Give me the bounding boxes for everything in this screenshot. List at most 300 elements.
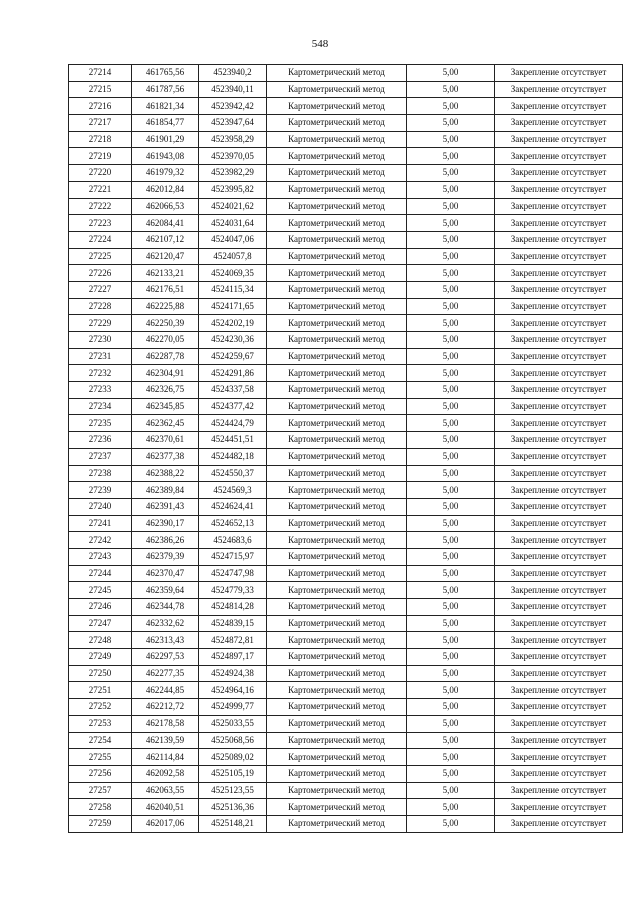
point-number-cell: 27222 [69, 198, 132, 215]
x-coordinate-cell: 462344,78 [132, 599, 199, 616]
point-number-cell: 27245 [69, 582, 132, 599]
accuracy-cell: 5,00 [407, 765, 495, 782]
point-number-cell: 27242 [69, 532, 132, 549]
point-number-cell: 27246 [69, 599, 132, 616]
method-cell: Картометрический метод [267, 682, 407, 699]
method-cell: Картометрический метод [267, 248, 407, 265]
method-cell: Картометрический метод [267, 665, 407, 682]
fixation-cell: Закрепление отсутствует [495, 382, 623, 399]
method-cell: Картометрический метод [267, 615, 407, 632]
accuracy-cell: 5,00 [407, 382, 495, 399]
table-row [69, 765, 623, 782]
accuracy-cell: 5,00 [407, 632, 495, 649]
point-number-cell: 27259 [69, 815, 132, 832]
method-cell: Картометрический метод [267, 131, 407, 148]
fixation-cell: Закрепление отсутствует [495, 365, 623, 382]
x-coordinate-cell: 462114,84 [132, 749, 199, 766]
table-row [69, 565, 623, 582]
accuracy-cell: 5,00 [407, 348, 495, 365]
table-row [69, 148, 623, 165]
y-coordinate-cell: 4524057,8 [199, 248, 267, 265]
fixation-cell: Закрепление отсутствует [495, 548, 623, 565]
point-number-cell: 27256 [69, 765, 132, 782]
x-coordinate-cell: 462390,17 [132, 515, 199, 532]
table-row [69, 281, 623, 298]
point-number-cell: 27250 [69, 665, 132, 682]
table-row [69, 398, 623, 415]
method-cell: Картометрический метод [267, 81, 407, 98]
method-cell: Картометрический метод [267, 732, 407, 749]
fixation-cell: Закрепление отсутствует [495, 649, 623, 666]
y-coordinate-cell: 4524839,15 [199, 615, 267, 632]
point-number-cell: 27239 [69, 482, 132, 499]
x-coordinate-cell: 461979,32 [132, 165, 199, 182]
x-coordinate-cell: 462377,38 [132, 448, 199, 465]
x-coordinate-cell: 462225,88 [132, 298, 199, 315]
x-coordinate-cell: 461901,29 [132, 131, 199, 148]
table-row [69, 465, 623, 482]
method-cell: Картометрический метод [267, 565, 407, 582]
table-row [69, 482, 623, 499]
fixation-cell: Закрепление отсутствует [495, 715, 623, 732]
point-number-cell: 27226 [69, 265, 132, 282]
x-coordinate-cell: 462120,47 [132, 248, 199, 265]
point-number-cell: 27220 [69, 165, 132, 182]
fixation-cell: Закрепление отсутствует [495, 298, 623, 315]
point-number-cell: 27240 [69, 498, 132, 515]
accuracy-cell: 5,00 [407, 532, 495, 549]
fixation-cell: Закрепление отсутствует [495, 815, 623, 832]
accuracy-cell: 5,00 [407, 198, 495, 215]
method-cell: Картометрический метод [267, 515, 407, 532]
fixation-cell: Закрепление отсутствует [495, 215, 623, 232]
x-coordinate-cell: 462212,72 [132, 699, 199, 716]
accuracy-cell: 5,00 [407, 98, 495, 115]
y-coordinate-cell: 4525136,36 [199, 799, 267, 816]
fixation-cell: Закрепление отсутствует [495, 515, 623, 532]
point-number-cell: 27255 [69, 749, 132, 766]
method-cell: Картометрический метод [267, 365, 407, 382]
method-cell: Картометрический метод [267, 765, 407, 782]
table-row [69, 532, 623, 549]
point-number-cell: 27235 [69, 415, 132, 432]
point-number-cell: 27218 [69, 131, 132, 148]
accuracy-cell: 5,00 [407, 332, 495, 349]
x-coordinate-cell: 462017,06 [132, 815, 199, 832]
y-coordinate-cell: 4523958,29 [199, 131, 267, 148]
method-cell: Картометрический метод [267, 815, 407, 832]
point-number-cell: 27215 [69, 81, 132, 98]
accuracy-cell: 5,00 [407, 131, 495, 148]
point-number-cell: 27248 [69, 632, 132, 649]
accuracy-cell: 5,00 [407, 398, 495, 415]
y-coordinate-cell: 4524924,38 [199, 665, 267, 682]
fixation-cell: Закрепление отсутствует [495, 198, 623, 215]
y-coordinate-cell: 4523982,29 [199, 165, 267, 182]
accuracy-cell: 5,00 [407, 749, 495, 766]
table-row [69, 231, 623, 248]
point-number-cell: 27230 [69, 332, 132, 349]
y-coordinate-cell: 4524814,28 [199, 599, 267, 616]
point-number-cell: 27217 [69, 115, 132, 132]
table-row [69, 548, 623, 565]
method-cell: Картометрический метод [267, 482, 407, 499]
table-row [69, 682, 623, 699]
method-cell: Картометрический метод [267, 782, 407, 799]
table-row [69, 515, 623, 532]
fixation-cell: Закрепление отсутствует [495, 448, 623, 465]
table-body [69, 65, 623, 833]
method-cell: Картометрический метод [267, 599, 407, 616]
x-coordinate-cell: 462133,21 [132, 265, 199, 282]
fixation-cell: Закрепление отсутствует [495, 749, 623, 766]
point-number-cell: 27216 [69, 98, 132, 115]
table-row [69, 448, 623, 465]
fixation-cell: Закрепление отсутствует [495, 765, 623, 782]
accuracy-cell: 5,00 [407, 699, 495, 716]
accuracy-cell: 5,00 [407, 665, 495, 682]
point-number-cell: 27214 [69, 65, 132, 82]
method-cell: Картометрический метод [267, 715, 407, 732]
fixation-cell: Закрепление отсутствует [495, 582, 623, 599]
x-coordinate-cell: 461765,56 [132, 65, 199, 82]
table-row [69, 432, 623, 449]
table-row [69, 699, 623, 716]
y-coordinate-cell: 4524872,81 [199, 632, 267, 649]
x-coordinate-cell: 461943,08 [132, 148, 199, 165]
method-cell: Картометрический метод [267, 215, 407, 232]
table-row [69, 415, 623, 432]
x-coordinate-cell: 462386,26 [132, 532, 199, 549]
method-cell: Картометрический метод [267, 281, 407, 298]
y-coordinate-cell: 4523940,11 [199, 81, 267, 98]
y-coordinate-cell: 4524377,42 [199, 398, 267, 415]
y-coordinate-cell: 4524069,35 [199, 265, 267, 282]
point-number-cell: 27252 [69, 699, 132, 716]
table-row [69, 715, 623, 732]
x-coordinate-cell: 462250,39 [132, 315, 199, 332]
method-cell: Картометрический метод [267, 382, 407, 399]
point-number-cell: 27258 [69, 799, 132, 816]
table-row [69, 799, 623, 816]
method-cell: Картометрический метод [267, 799, 407, 816]
table-row [69, 98, 623, 115]
accuracy-cell: 5,00 [407, 298, 495, 315]
accuracy-cell: 5,00 [407, 215, 495, 232]
y-coordinate-cell: 4524424,79 [199, 415, 267, 432]
x-coordinate-cell: 462304,91 [132, 365, 199, 382]
point-number-cell: 27231 [69, 348, 132, 365]
y-coordinate-cell: 4524047,06 [199, 231, 267, 248]
y-coordinate-cell: 4524569,3 [199, 482, 267, 499]
accuracy-cell: 5,00 [407, 465, 495, 482]
method-cell: Картометрический метод [267, 265, 407, 282]
accuracy-cell: 5,00 [407, 181, 495, 198]
table-row [69, 348, 623, 365]
y-coordinate-cell: 4523995,82 [199, 181, 267, 198]
accuracy-cell: 5,00 [407, 165, 495, 182]
accuracy-cell: 5,00 [407, 81, 495, 98]
coordinates-table [68, 64, 623, 833]
table-row [69, 815, 623, 832]
x-coordinate-cell: 461821,34 [132, 98, 199, 115]
fixation-cell: Закрепление отсутствует [495, 799, 623, 816]
point-number-cell: 27223 [69, 215, 132, 232]
method-cell: Картометрический метод [267, 582, 407, 599]
fixation-cell: Закрепление отсутствует [495, 632, 623, 649]
x-coordinate-cell: 462370,61 [132, 432, 199, 449]
table-row [69, 599, 623, 616]
fixation-cell: Закрепление отсутствует [495, 498, 623, 515]
accuracy-cell: 5,00 [407, 498, 495, 515]
point-number-cell: 27232 [69, 365, 132, 382]
method-cell: Картометрический метод [267, 498, 407, 515]
fixation-cell: Закрепление отсутствует [495, 565, 623, 582]
fixation-cell: Закрепление отсутствует [495, 615, 623, 632]
fixation-cell: Закрепление отсутствует [495, 231, 623, 248]
accuracy-cell: 5,00 [407, 582, 495, 599]
table-row [69, 265, 623, 282]
table-row [69, 198, 623, 215]
x-coordinate-cell: 461854,77 [132, 115, 199, 132]
y-coordinate-cell: 4524999,77 [199, 699, 267, 716]
accuracy-cell: 5,00 [407, 548, 495, 565]
x-coordinate-cell: 462391,43 [132, 498, 199, 515]
accuracy-cell: 5,00 [407, 732, 495, 749]
x-coordinate-cell: 462313,43 [132, 632, 199, 649]
fixation-cell: Закрепление отсутствует [495, 181, 623, 198]
point-number-cell: 27244 [69, 565, 132, 582]
x-coordinate-cell: 462063,55 [132, 782, 199, 799]
accuracy-cell: 5,00 [407, 448, 495, 465]
fixation-cell: Закрепление отсутствует [495, 432, 623, 449]
y-coordinate-cell: 4524115,34 [199, 281, 267, 298]
y-coordinate-cell: 4525123,55 [199, 782, 267, 799]
x-coordinate-cell: 462345,85 [132, 398, 199, 415]
y-coordinate-cell: 4524550,37 [199, 465, 267, 482]
y-coordinate-cell: 4524259,67 [199, 348, 267, 365]
fixation-cell: Закрепление отсутствует [495, 415, 623, 432]
x-coordinate-cell: 462178,58 [132, 715, 199, 732]
fixation-cell: Закрепление отсутствует [495, 115, 623, 132]
x-coordinate-cell: 462359,64 [132, 582, 199, 599]
table-row [69, 248, 623, 265]
accuracy-cell: 5,00 [407, 315, 495, 332]
y-coordinate-cell: 4524482,18 [199, 448, 267, 465]
fixation-cell: Закрепление отсутствует [495, 665, 623, 682]
accuracy-cell: 5,00 [407, 432, 495, 449]
y-coordinate-cell: 4524624,41 [199, 498, 267, 515]
method-cell: Картометрический метод [267, 415, 407, 432]
accuracy-cell: 5,00 [407, 365, 495, 382]
table-row [69, 131, 623, 148]
fixation-cell: Закрепление отсутствует [495, 398, 623, 415]
point-number-cell: 27229 [69, 315, 132, 332]
table-row [69, 165, 623, 182]
y-coordinate-cell: 4524337,58 [199, 382, 267, 399]
fixation-cell: Закрепление отсутствует [495, 782, 623, 799]
fixation-cell: Закрепление отсутствует [495, 482, 623, 499]
point-number-cell: 27251 [69, 682, 132, 699]
method-cell: Картометрический метод [267, 165, 407, 182]
point-number-cell: 27224 [69, 231, 132, 248]
table-row [69, 749, 623, 766]
y-coordinate-cell: 4524964,16 [199, 682, 267, 699]
table-row [69, 181, 623, 198]
method-cell: Картометрический метод [267, 749, 407, 766]
table-row [69, 382, 623, 399]
point-number-cell: 27219 [69, 148, 132, 165]
accuracy-cell: 5,00 [407, 599, 495, 616]
fixation-cell: Закрепление отсутствует [495, 315, 623, 332]
accuracy-cell: 5,00 [407, 715, 495, 732]
method-cell: Картометрический метод [267, 181, 407, 198]
x-coordinate-cell: 462012,84 [132, 181, 199, 198]
x-coordinate-cell: 462277,35 [132, 665, 199, 682]
x-coordinate-cell: 462389,84 [132, 482, 199, 499]
fixation-cell: Закрепление отсутствует [495, 165, 623, 182]
fixation-cell: Закрепление отсутствует [495, 532, 623, 549]
y-coordinate-cell: 4524897,17 [199, 649, 267, 666]
y-coordinate-cell: 4525105,19 [199, 765, 267, 782]
x-coordinate-cell: 462287,78 [132, 348, 199, 365]
table-row [69, 81, 623, 98]
accuracy-cell: 5,00 [407, 115, 495, 132]
fixation-cell: Закрепление отсутствует [495, 131, 623, 148]
x-coordinate-cell: 462040,51 [132, 799, 199, 816]
accuracy-cell: 5,00 [407, 231, 495, 248]
y-coordinate-cell: 4524652,13 [199, 515, 267, 532]
table-row [69, 632, 623, 649]
accuracy-cell: 5,00 [407, 148, 495, 165]
fixation-cell: Закрепление отсутствует [495, 281, 623, 298]
x-coordinate-cell: 462066,53 [132, 198, 199, 215]
y-coordinate-cell: 4524715,97 [199, 548, 267, 565]
accuracy-cell: 5,00 [407, 815, 495, 832]
accuracy-cell: 5,00 [407, 615, 495, 632]
y-coordinate-cell: 4524021,62 [199, 198, 267, 215]
point-number-cell: 27247 [69, 615, 132, 632]
fixation-cell: Закрепление отсутствует [495, 465, 623, 482]
accuracy-cell: 5,00 [407, 415, 495, 432]
accuracy-cell: 5,00 [407, 265, 495, 282]
table-row [69, 732, 623, 749]
fixation-cell: Закрепление отсутствует [495, 265, 623, 282]
table-row [69, 615, 623, 632]
x-coordinate-cell: 462297,53 [132, 649, 199, 666]
y-coordinate-cell: 4524291,86 [199, 365, 267, 382]
fixation-cell: Закрепление отсутствует [495, 248, 623, 265]
method-cell: Картометрический метод [267, 465, 407, 482]
y-coordinate-cell: 4525033,55 [199, 715, 267, 732]
x-coordinate-cell: 462332,62 [132, 615, 199, 632]
y-coordinate-cell: 4524230,36 [199, 332, 267, 349]
method-cell: Картометрический метод [267, 632, 407, 649]
point-number-cell: 27238 [69, 465, 132, 482]
table-row [69, 298, 623, 315]
point-number-cell: 27257 [69, 782, 132, 799]
table-row [69, 365, 623, 382]
point-number-cell: 27237 [69, 448, 132, 465]
method-cell: Картометрический метод [267, 65, 407, 82]
y-coordinate-cell: 4524683,6 [199, 532, 267, 549]
fixation-cell: Закрепление отсутствует [495, 348, 623, 365]
fixation-cell: Закрепление отсутствует [495, 65, 623, 82]
accuracy-cell: 5,00 [407, 782, 495, 799]
y-coordinate-cell: 4524171,65 [199, 298, 267, 315]
x-coordinate-cell: 462244,85 [132, 682, 199, 699]
table-row [69, 582, 623, 599]
accuracy-cell: 5,00 [407, 65, 495, 82]
fixation-cell: Закрепление отсутствует [495, 148, 623, 165]
y-coordinate-cell: 4524747,98 [199, 565, 267, 582]
table-row [69, 215, 623, 232]
table-row [69, 782, 623, 799]
point-number-cell: 27221 [69, 181, 132, 198]
fixation-cell: Закрепление отсутствует [495, 732, 623, 749]
accuracy-cell: 5,00 [407, 281, 495, 298]
y-coordinate-cell: 4523970,05 [199, 148, 267, 165]
accuracy-cell: 5,00 [407, 682, 495, 699]
y-coordinate-cell: 4523942,42 [199, 98, 267, 115]
table-row [69, 498, 623, 515]
x-coordinate-cell: 462370,47 [132, 565, 199, 582]
method-cell: Картометрический метод [267, 432, 407, 449]
method-cell: Картометрический метод [267, 115, 407, 132]
x-coordinate-cell: 462139,59 [132, 732, 199, 749]
fixation-cell: Закрепление отсутствует [495, 682, 623, 699]
y-coordinate-cell: 4525068,56 [199, 732, 267, 749]
point-number-cell: 27228 [69, 298, 132, 315]
x-coordinate-cell: 461787,56 [132, 81, 199, 98]
method-cell: Картометрический метод [267, 699, 407, 716]
x-coordinate-cell: 462362,45 [132, 415, 199, 432]
y-coordinate-cell: 4524779,33 [199, 582, 267, 599]
method-cell: Картометрический метод [267, 548, 407, 565]
point-number-cell: 27249 [69, 649, 132, 666]
fixation-cell: Закрепление отсутствует [495, 98, 623, 115]
accuracy-cell: 5,00 [407, 515, 495, 532]
point-number-cell: 27227 [69, 281, 132, 298]
point-number-cell: 27236 [69, 432, 132, 449]
table-row [69, 115, 623, 132]
y-coordinate-cell: 4525148,21 [199, 815, 267, 832]
point-number-cell: 27243 [69, 548, 132, 565]
fixation-cell: Закрепление отсутствует [495, 81, 623, 98]
fixation-cell: Закрепление отсутствует [495, 332, 623, 349]
table-row [69, 649, 623, 666]
x-coordinate-cell: 462326,75 [132, 382, 199, 399]
table-row [69, 65, 623, 82]
accuracy-cell: 5,00 [407, 649, 495, 666]
accuracy-cell: 5,00 [407, 799, 495, 816]
fixation-cell: Закрепление отсутствует [495, 699, 623, 716]
table-row [69, 332, 623, 349]
y-coordinate-cell: 4523947,64 [199, 115, 267, 132]
x-coordinate-cell: 462388,22 [132, 465, 199, 482]
method-cell: Картометрический метод [267, 298, 407, 315]
method-cell: Картометрический метод [267, 448, 407, 465]
point-number-cell: 27253 [69, 715, 132, 732]
y-coordinate-cell: 4523940,2 [199, 65, 267, 82]
method-cell: Картометрический метод [267, 398, 407, 415]
accuracy-cell: 5,00 [407, 482, 495, 499]
x-coordinate-cell: 462084,41 [132, 215, 199, 232]
table-row [69, 315, 623, 332]
y-coordinate-cell: 4524202,19 [199, 315, 267, 332]
page-number: 548 [311, 38, 329, 50]
point-number-cell: 27225 [69, 248, 132, 265]
